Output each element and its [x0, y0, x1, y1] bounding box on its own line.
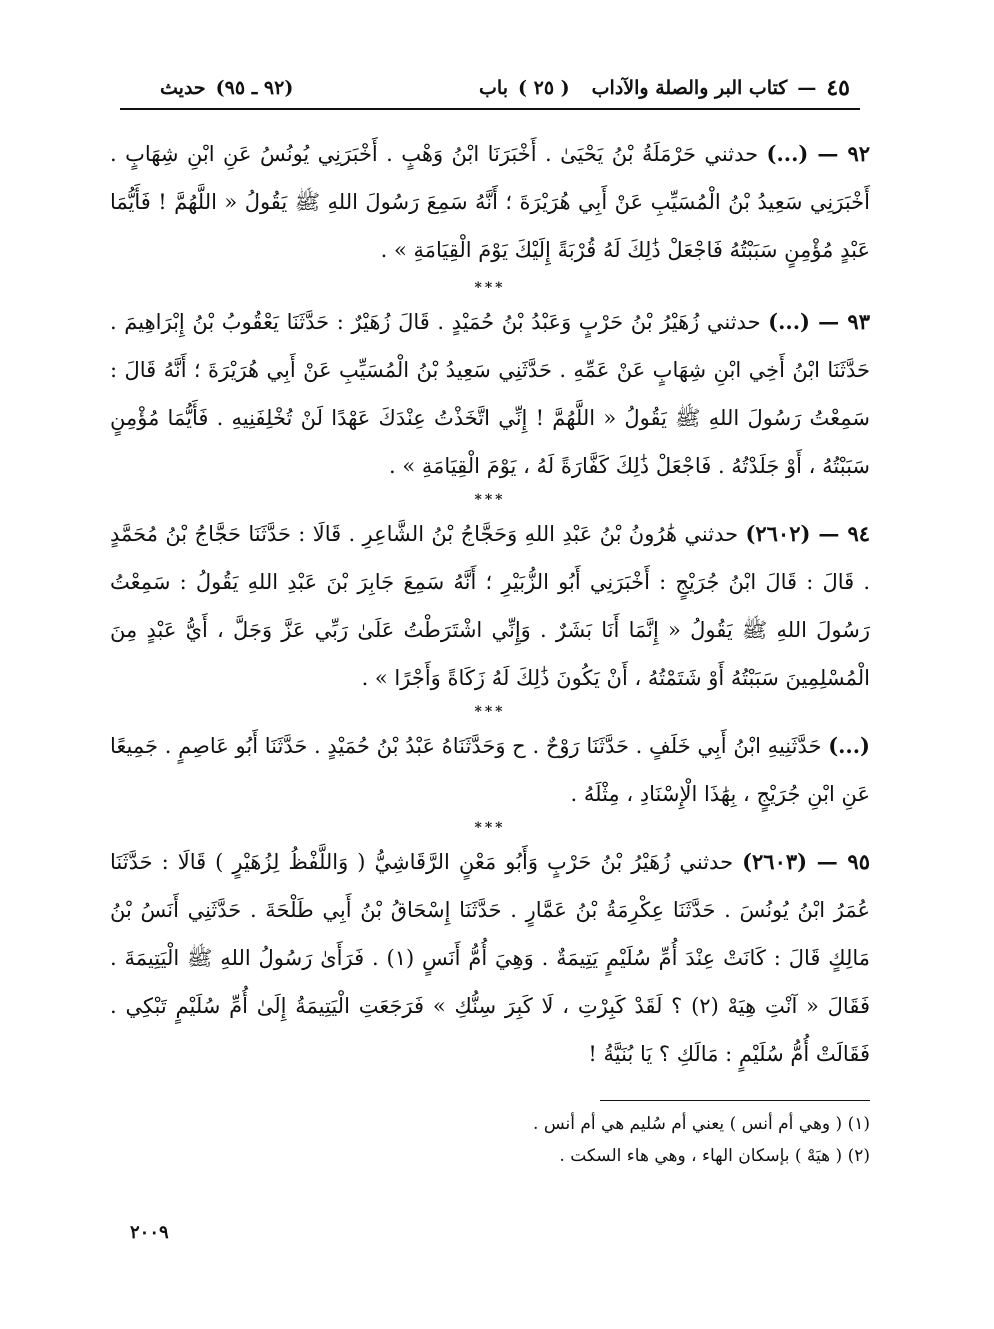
- footnote-1: (١) ( وهي أم أنس ) يعني أم سُليم هي أم أنس .: [533, 1114, 870, 1134]
- hadith-range: (٩٢ ـ ٩٥): [215, 77, 294, 99]
- hadith-number: ٩٣ — (...): [768, 309, 870, 334]
- footnote-divider: [600, 1100, 870, 1101]
- header-left-block: [160, 77, 293, 99]
- bab-number: ( ٢٥ ): [518, 77, 570, 99]
- separator-stars: ***: [474, 704, 506, 720]
- hadith-label: حديث: [160, 77, 206, 99]
- book-number: ٤٥: [826, 75, 850, 101]
- header-divider: [120, 108, 860, 110]
- hadith-number: ٩٢ — (...): [766, 141, 870, 166]
- separator-stars: ***: [474, 280, 506, 296]
- hadith-number: ٩٤ — (٢٦٠٢): [745, 521, 870, 546]
- hadith-93: [110, 298, 870, 490]
- hadith-92: [110, 130, 870, 274]
- header-right-block: [479, 75, 850, 101]
- hadith-text: حَدَّثَنِيهِ ابْنُ أَبِي خَلَفٍ . حَدَّثَنَا رَوْحٌ . ح وَحَدَّثَنَاهُ عَبْدُ بْنُ حُمَيْدٍ . حَدَّثَنَا أَبُو عَاصِمٍ . جَمِيعًا عَنِ ابْنِ جُرَيْجٍ ، بِهَٰذَا الْإِسْنَادِ ، مِثْلَهُ .: [110, 734, 870, 806]
- bab-label: باب: [479, 77, 509, 99]
- hadith-text: حدثني حَرْمَلَةُ بْنُ يَحْيَىٰ . أَخْبَرَنَا ابْنُ وَهْبٍ . أَخْبَرَنِي يُونُسُ عَنِ ابْنِ شِهَابٍ . أَخْبَرَنِي سَعِيدُ بْنُ الْمُسَيِّبِ عَنْ أَبِي هُرَيْرَةَ ؛ أَنَّهُ سَمِعَ رَسُولَ اللهِ ﷺ يَقُولُ « اللَّهُمَّ ! فَأَيُّمَا عَبْدٍ مُؤْمِنٍ سَبَبْتُهُ فَاجْعَلْ ذَٰلِكَ لَهُ قُرْبَةً إِلَيْكَ يَوْمَ الْقِيَامَةِ » .: [110, 142, 870, 262]
- hadith-94-chain: [110, 722, 870, 818]
- hadith-number: ٩٥ — (٢٦٠٣): [742, 849, 870, 874]
- page-number: ٢٠٠٩: [130, 1222, 169, 1243]
- hadith-text: حدثني هَٰرُونُ بْنُ عَبْدِ اللهِ وَحَجَّاجُ بْنُ الشَّاعِرِ . قَالَا : حَدَّثَنَا حَجَّاجُ بْنُ مُحَمَّدٍ . قَالَ : قَالَ ابْنُ جُرَيْجٍ : أَخْبَرَنِي أَبُو الزُّبَيْرِ ؛ أَنَّهُ سَمِعَ جَابِرَ بْنَ عَبْدِ اللهِ يَقُولُ : سَمِعْتُ رَسُولَ اللهِ ﷺ يَقُولُ « إِنَّمَا أَنَا بَشَرٌ . وَإِنِّي اشْتَرَطْتُ عَلَىٰ رَبِّي عَزَّ وَجَلَّ ، أَيُّ عَبْدٍ مِنَ الْمُسْلِمِينَ سَبَبْتُهُ أَوْ شَتَمْتُهُ ، أَنْ يَكُونَ ذَٰلِكَ لَهُ زَكَاةً وَأَجْرًا » .: [110, 522, 870, 690]
- hadith-94: [110, 510, 870, 702]
- hadith-text: حدثني زُهَيْرُ بْنُ حَرْبٍ وَأَبُو مَعْنٍ الرَّقَاشِيُّ ( وَاللَّفْظُ لِزُهَيْرٍ ) قَالَا : حَدَّثَنَا عُمَرُ ابْنُ يُونُسَ . حَدَّثَنَا عِكْرِمَةُ بْنُ عَمَّارٍ . حَدَّثَنَا إِسْحَاقُ بْنُ أَبِي طَلْحَةَ . حَدَّثَنِي أَنَسُ بْنُ مَالِكٍ قَالَ : كَانَتْ عِنْدَ أُمِّ سُلَيْمٍ يَتِيمَةٌ . وَهِيَ أُمُّ أَنَسٍ (١) . فَرَأَىٰ رَسُولُ اللهِ ﷺ الْيَتِيمَةَ . فَقَالَ « آنْتِ هِيَهْ (٢) ؟ لَقَدْ كَبِرْتِ ، لَا كَبِرَ سِنُّكِ » فَرَجَعَتِ الْيَتِيمَةُ إِلَىٰ أُمِّ سُلَيْمٍ تَبْكِي . فَقَالَتْ أُمُّ سُلَيْمٍ : مَالَكِ ؟ يَا بُنَيَّةُ !: [110, 850, 871, 1066]
- hadith-95: [110, 838, 870, 1078]
- main-text: [110, 130, 870, 1078]
- running-header: [160, 70, 850, 106]
- book-title: كتاب البر والصلة والآداب: [591, 77, 788, 99]
- header-dash: —: [797, 77, 817, 99]
- footnotes: [300, 1108, 870, 1172]
- hadith-number: (...): [828, 733, 870, 758]
- separator-stars: ***: [474, 820, 506, 836]
- separator-stars: ***: [474, 492, 506, 508]
- hadith-text: حدثني زُهَيْرُ بْنُ حَرْبٍ وَعَبْدُ بْنُ حُمَيْدٍ . قَالَ زُهَيْرٌ : حَدَّثَنَا يَعْقُوبُ بْنُ إِبْرَاهِيمَ . حَدَّثَنَا ابْنُ أَخِي ابْنِ شِهَابٍ عَنْ عَمِّهِ . حَدَّثَنِي سَعِيدُ بْنُ الْمُسَيِّبِ عَنْ أَبِي هُرَيْرَةَ ؛ أَنَّهُ قَالَ : سَمِعْتُ رَسُولَ اللهِ ﷺ يَقُولُ « اللَّهُمَّ ! إِنِّي اتَّخَذْتُ عِنْدَكَ عَهْدًا لَنْ تُخْلِفَنِيهِ . فَأَيُّمَا مُؤْمِنٍ سَبَبْتُهُ ، أَوْ جَلَدْتُهُ . فَاجْعَلْ ذَٰلِكَ كَفَّارَةً لَهُ ، يَوْمَ الْقِيَامَةِ » .: [110, 310, 870, 478]
- footnote-2: (٢) ( هيَهْ ) بإسكان الهاء ، وهي هاء السكت .: [559, 1146, 870, 1166]
